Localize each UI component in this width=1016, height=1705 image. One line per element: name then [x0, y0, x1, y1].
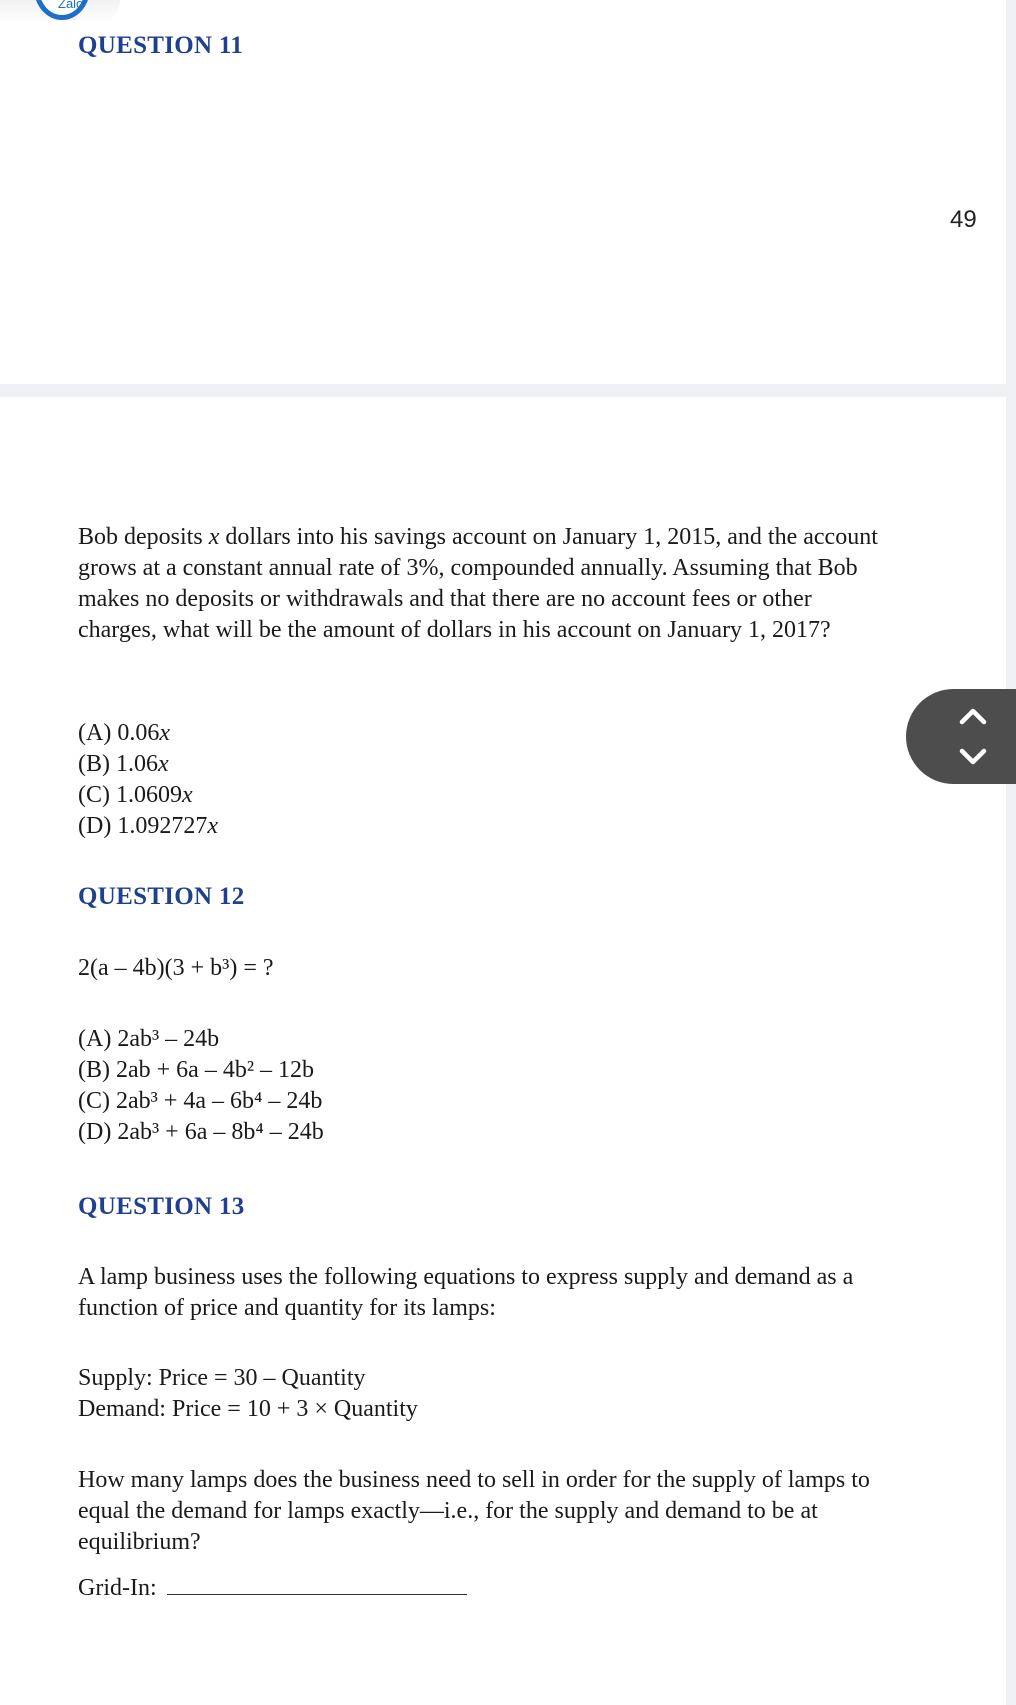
page-nav-control — [906, 689, 1016, 784]
choice-d[interactable]: (D) 1.092727x — [78, 813, 218, 839]
grid-in-answer-line[interactable] — [167, 1593, 467, 1595]
grid-in-label: Grid-In: — [78, 1575, 157, 1601]
question-13-intro: A lamp business uses the following equations to express supply and demand as a function of price and quantity for its lamps: — [78, 1264, 854, 1321]
supply-equation: Supply: Price = 30 – Quantity — [78, 1365, 366, 1391]
question-12-choices — [78, 1024, 324, 1148]
question-12-equation: 2(a – 4b)(3 + b³) = ? — [78, 955, 274, 981]
app-badge-label: Zalo — [58, 0, 84, 11]
question-11-heading: QUESTION 11 — [78, 32, 244, 59]
grid-in-row — [78, 1573, 878, 1604]
choice-a[interactable]: (A) 0.06x — [78, 720, 170, 746]
choice-c[interactable]: (C) 2ab³ + 4a – 6b⁴ – 24b — [78, 1088, 323, 1114]
choice-c[interactable]: (C) 1.0609x — [78, 782, 193, 808]
question-12-heading: QUESTION 12 — [78, 883, 245, 910]
question-11-choices — [78, 718, 218, 842]
choice-a[interactable]: (A) 2ab³ – 24b — [78, 1026, 220, 1052]
choice-b[interactable]: (B) 1.06x — [78, 751, 169, 777]
scroll-gutter — [1006, 0, 1016, 1705]
question-13-heading: QUESTION 13 — [78, 1193, 245, 1220]
question-11-prompt: Bob deposits x dollars into his savings account on January 1, 2015, and the account grows at a constant annual rate of 3%, compounded annually. Assuming that Bob makes no deposits or withdrawals and that there are no account fees or other charges, what will be the amount of dollars in his account on January 1, 2017? — [78, 524, 878, 643]
chevron-up-icon[interactable] — [956, 699, 990, 733]
choice-d[interactable]: (D) 2ab³ + 6a – 8b⁴ – 24b — [78, 1119, 324, 1145]
question-13-prompt: How many lamps does the business need to sell in order for the supply of lamps to equal the demand for lamps exactly—i.e., for the supply and demand to be at equilibrium? — [78, 1467, 870, 1555]
page-divider — [0, 384, 1006, 397]
choice-b[interactable]: (B) 2ab + 6a – 4b² – 12b — [78, 1057, 315, 1083]
previous-page — [0, 0, 1006, 384]
demand-equation: Demand: Price = 10 + 3 × Quantity — [78, 1396, 418, 1422]
page-number: 49 — [950, 206, 977, 233]
chevron-down-icon[interactable] — [956, 740, 990, 774]
